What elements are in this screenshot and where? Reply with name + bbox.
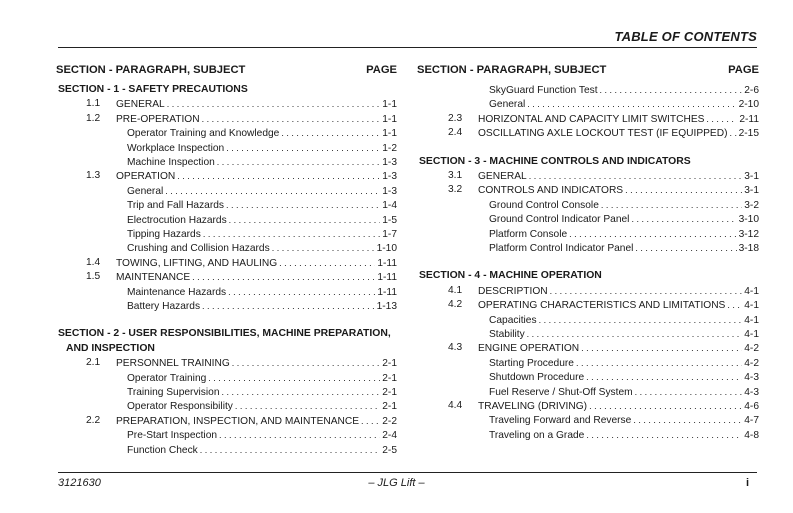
entry-page: 4-1: [744, 314, 759, 326]
dot-leader: [177, 169, 380, 183]
entry-subject: Ground Control Indicator Panel: [489, 214, 630, 226]
entry-page: 2-10: [738, 99, 759, 111]
toc-entry[interactable]: [86, 112, 397, 126]
toc-subentry[interactable]: [127, 285, 397, 299]
entry-subject: OPERATING CHARACTERISTICS AND LIMITATIONS: [478, 300, 726, 312]
entry-page: 3-10: [738, 214, 759, 226]
toc-subentry[interactable]: [127, 385, 397, 399]
dot-leader: [192, 270, 375, 284]
entry-subject: Operator Training: [127, 372, 207, 384]
entry-subject: Platform Control Indicator Panel: [489, 243, 634, 254]
column-heading: [417, 64, 759, 79]
entry-subject: Workplace Inspection: [127, 142, 225, 154]
toc-subentry[interactable]: [489, 241, 759, 255]
toc-subentry[interactable]: [489, 327, 759, 341]
section-heading: SECTION - 3 - MACHINE CONTROLS AND INDICATORS: [419, 155, 691, 167]
toc-subentry[interactable]: [127, 184, 397, 198]
column-heading-page: PAGE: [728, 64, 759, 76]
toc-entry[interactable]: [86, 97, 397, 111]
entry-subject: DESCRIPTION: [478, 285, 548, 297]
toc-subentry[interactable]: [127, 399, 397, 413]
dot-leader: [219, 428, 380, 442]
dot-leader: [586, 428, 742, 442]
entry-subject: Training Supervision: [127, 387, 220, 398]
toc-column-left: [56, 64, 397, 456]
dot-leader: [729, 126, 736, 140]
toc-entry[interactable]: [86, 356, 397, 370]
toc-subentry[interactable]: [127, 126, 397, 140]
toc-entry[interactable]: [448, 399, 759, 413]
dot-leader: [601, 198, 742, 212]
entry-page: 1-2: [382, 142, 397, 154]
entry-page: 4-7: [744, 415, 759, 427]
dot-leader: [539, 313, 743, 327]
toc-subentry[interactable]: [489, 370, 759, 384]
entry-subject: Tipping Hazards: [127, 229, 201, 240]
toc-subentry[interactable]: [127, 198, 397, 212]
entry-subject: Traveling on a Grade: [489, 429, 585, 441]
entry-page: 4-1: [744, 300, 759, 312]
dot-leader: [586, 370, 742, 384]
paragraph-number: 4.1: [448, 284, 463, 296]
toc-subentry[interactable]: [127, 443, 397, 457]
entry-page: 2-15: [738, 128, 759, 140]
entry-page: 2-2: [382, 415, 397, 427]
dot-leader: [361, 414, 380, 428]
entry-subject: Fuel Reserve / Shut-Off System: [489, 386, 633, 398]
entry-subject: Starting Procedure: [489, 357, 574, 369]
entry-subject: OPERATION: [116, 171, 176, 183]
entry-page: 2-1: [382, 401, 397, 413]
toc-subentry[interactable]: [489, 428, 759, 442]
dot-leader: [529, 169, 743, 183]
toc-subentry[interactable]: [127, 299, 397, 313]
toc-subentry[interactable]: [489, 356, 759, 370]
dot-leader: [281, 126, 380, 140]
entry-page: 4-1: [744, 285, 759, 297]
entry-page: 1-5: [382, 214, 397, 226]
dot-leader: [727, 298, 742, 312]
entry-page: 1-11: [377, 272, 397, 284]
toc-subentry[interactable]: [489, 198, 759, 212]
entry-subject: GENERAL: [116, 99, 165, 111]
toc-subentry[interactable]: [127, 155, 397, 169]
entry-subject: ENGINE OPERATION: [478, 343, 580, 355]
section-heading: SECTION - 2 - USER RESPONSIBILITIES, MACHINE PREPARATION,: [58, 328, 391, 340]
dot-leader: [527, 97, 736, 111]
paragraph-number: 2.4: [448, 127, 463, 139]
entry-subject: TOWING, LIFTING, AND HAULING: [116, 257, 278, 269]
toc-subentry[interactable]: [489, 313, 759, 327]
dot-leader: [633, 413, 742, 427]
entry-subject: GENERAL: [478, 171, 527, 182]
paragraph-number: 1.3: [86, 170, 101, 182]
entry-subject: Function Check: [127, 444, 198, 456]
dot-leader: [226, 198, 380, 212]
toc-subentry[interactable]: [489, 413, 759, 427]
entry-subject: Stability: [489, 329, 525, 340]
toc-subentry[interactable]: [127, 241, 397, 255]
paragraph-number: 4.3: [448, 342, 463, 354]
toc-subentry[interactable]: [489, 227, 759, 241]
entry-page: 1-3: [382, 157, 397, 168]
entry-page: 2-5: [382, 444, 397, 456]
paragraph-number: 2.2: [86, 414, 101, 426]
toc-subentry[interactable]: [489, 83, 759, 97]
entry-subject: Trip and Fall Hazards: [127, 200, 225, 212]
entry-page: 1-3: [382, 185, 397, 197]
entry-subject: MAINTENANCE: [116, 272, 191, 284]
paragraph-number: 4.2: [448, 299, 463, 311]
paragraph-number: 3.2: [448, 184, 463, 196]
page-title: TABLE OF CONTENTS: [614, 29, 757, 44]
dot-leader: [550, 284, 743, 298]
dot-leader: [631, 212, 736, 226]
toc-entry[interactable]: [448, 183, 759, 197]
entry-page: 2-1: [382, 358, 397, 370]
column-heading-subject: SECTION - PARAGRAPH, SUBJECT: [56, 64, 246, 76]
entry-page: 4-6: [744, 401, 759, 412]
entry-page: 3-18: [738, 243, 759, 254]
entry-subject: Battery Hazards: [127, 301, 201, 312]
entry-page: 1-7: [382, 229, 397, 240]
dot-leader: [576, 356, 742, 370]
entry-page: 1-1: [382, 128, 397, 140]
entry-page: 2-11: [739, 113, 759, 125]
entry-subject: Shutdown Procedure: [489, 372, 585, 384]
entry-subject: Capacities: [489, 314, 537, 326]
section-heading: SECTION - 4 - MACHINE OPERATION: [419, 270, 602, 282]
entry-page: 2-1: [382, 387, 397, 398]
toc-entry[interactable]: [448, 341, 759, 355]
entry-page: 4-2: [744, 343, 759, 355]
document-number: 3121630: [58, 477, 101, 489]
entry-subject: Operator Responsibility: [127, 401, 233, 413]
entry-page: 4-1: [744, 329, 759, 340]
entry-subject: Electrocution Hazards: [127, 214, 227, 226]
entry-page: 1-11: [377, 286, 397, 298]
header-rule: [58, 47, 757, 48]
entry-subject: General: [127, 185, 164, 197]
dot-leader: [706, 112, 737, 126]
paragraph-number: 1.4: [86, 256, 101, 268]
toc-entry[interactable]: [448, 284, 759, 298]
dot-leader: [635, 241, 736, 255]
paragraph-number: 2.3: [448, 112, 463, 124]
toc-subentry[interactable]: [127, 141, 397, 155]
dot-leader: [625, 183, 742, 197]
dot-leader: [232, 356, 380, 370]
paragraph-number: 2.1: [86, 357, 101, 369]
entry-subject: OSCILLATING AXLE LOCKOUT TEST (IF EQUIPPED): [478, 128, 728, 140]
entry-page: 4-8: [744, 429, 759, 441]
entry-subject: Pre-Start Inspection: [127, 430, 218, 442]
entry-subject: Platform Console: [489, 228, 568, 240]
entry-page: 1-13: [376, 301, 397, 312]
paragraph-number: 1.5: [86, 271, 101, 283]
toc-subentry[interactable]: [127, 428, 397, 442]
entry-subject: Machine Inspection: [127, 157, 215, 168]
toc-entry[interactable]: [448, 298, 759, 312]
dot-leader: [208, 371, 380, 385]
toc-subentry[interactable]: [489, 385, 759, 399]
section-heading: AND INSPECTION: [66, 342, 155, 354]
dot-leader: [635, 385, 743, 399]
dot-leader: [202, 112, 381, 126]
toc-subentry[interactable]: [489, 212, 759, 226]
column-heading-page: PAGE: [366, 64, 397, 76]
entry-page: 3-1: [744, 171, 759, 182]
entry-page: 4-2: [744, 357, 759, 369]
paragraph-number: 4.4: [448, 400, 463, 411]
toc-subentry[interactable]: [127, 213, 397, 227]
dot-leader: [217, 155, 380, 169]
entry-subject: TRAVELING (DRIVING): [478, 401, 588, 412]
dot-leader: [235, 399, 380, 413]
dot-leader: [202, 299, 375, 313]
dot-leader: [229, 213, 381, 227]
entry-subject: Operator Training and Knowledge: [127, 128, 280, 140]
entry-subject: PRE-OPERATION: [116, 113, 200, 125]
toc-entry[interactable]: [86, 414, 397, 428]
toc-subentry[interactable]: [127, 227, 397, 241]
entry-subject: Ground Control Console: [489, 199, 599, 211]
toc-subentry[interactable]: [127, 371, 397, 385]
toc-column-right: [417, 64, 759, 441]
entry-page: 4-3: [744, 372, 759, 384]
entry-subject: General: [489, 99, 526, 111]
entry-subject: HORIZONTAL AND CAPACITY LIMIT SWITCHES: [478, 113, 705, 125]
entry-page: 1-10: [376, 243, 397, 255]
entry-subject: Maintenance Hazards: [127, 286, 227, 298]
entry-page: 1-1: [382, 113, 397, 125]
entry-subject: PREPARATION, INSPECTION, AND MAINTENANCE: [116, 415, 360, 427]
entry-subject: SkyGuard Function Test: [489, 85, 598, 96]
page-number: i: [745, 477, 749, 489]
entry-page: 1-3: [382, 171, 397, 183]
dot-leader: [226, 141, 380, 155]
toc-entry[interactable]: [448, 169, 759, 183]
toc-subentry[interactable]: [489, 97, 759, 111]
column-heading-subject: SECTION - PARAGRAPH, SUBJECT: [417, 64, 607, 76]
entry-page: 3-12: [738, 228, 759, 240]
entry-subject: PERSONNEL TRAINING: [116, 358, 230, 370]
paragraph-number: 1.2: [86, 112, 101, 124]
dot-leader: [600, 83, 743, 97]
entry-page: 1-1: [382, 99, 397, 111]
toc-entry[interactable]: [86, 270, 397, 284]
dot-leader: [589, 399, 742, 413]
entry-subject: Crushing and Collision Hazards: [127, 243, 270, 255]
dot-leader: [569, 227, 736, 241]
paragraph-number: 3.1: [448, 170, 463, 181]
section-heading: SECTION - 1 - SAFETY PRECAUTIONS: [58, 84, 248, 95]
entry-page: 1-4: [382, 200, 397, 212]
entry-subject: Traveling Forward and Reverse: [489, 415, 632, 427]
dot-leader: [165, 184, 380, 198]
dot-leader: [200, 443, 380, 457]
toc-entry[interactable]: [448, 112, 759, 126]
dot-leader: [203, 227, 380, 241]
footer-brand: – JLG Lift –: [368, 477, 425, 489]
dot-leader: [228, 285, 375, 299]
entry-page: 3-2: [744, 199, 759, 211]
toc-entry[interactable]: [86, 256, 397, 270]
footer-rule: [58, 472, 757, 473]
entry-page: 2-4: [382, 430, 397, 442]
toc-entry[interactable]: [448, 126, 759, 140]
dot-leader: [222, 385, 381, 399]
entry-page: 1-11: [377, 257, 397, 269]
entry-page: 4-3: [744, 386, 759, 398]
toc-entry[interactable]: [86, 169, 397, 183]
paragraph-number: 1.1: [86, 98, 101, 110]
entry-page: 3-1: [744, 185, 759, 197]
entry-page: 2-6: [744, 85, 759, 96]
entry-page: 2-1: [382, 372, 397, 384]
column-heading: [56, 64, 397, 79]
dot-leader: [272, 241, 375, 255]
dot-leader: [279, 256, 375, 270]
dot-leader: [527, 327, 743, 341]
entry-subject: CONTROLS AND INDICATORS: [478, 185, 624, 197]
dot-leader: [167, 97, 381, 111]
dot-leader: [581, 341, 742, 355]
